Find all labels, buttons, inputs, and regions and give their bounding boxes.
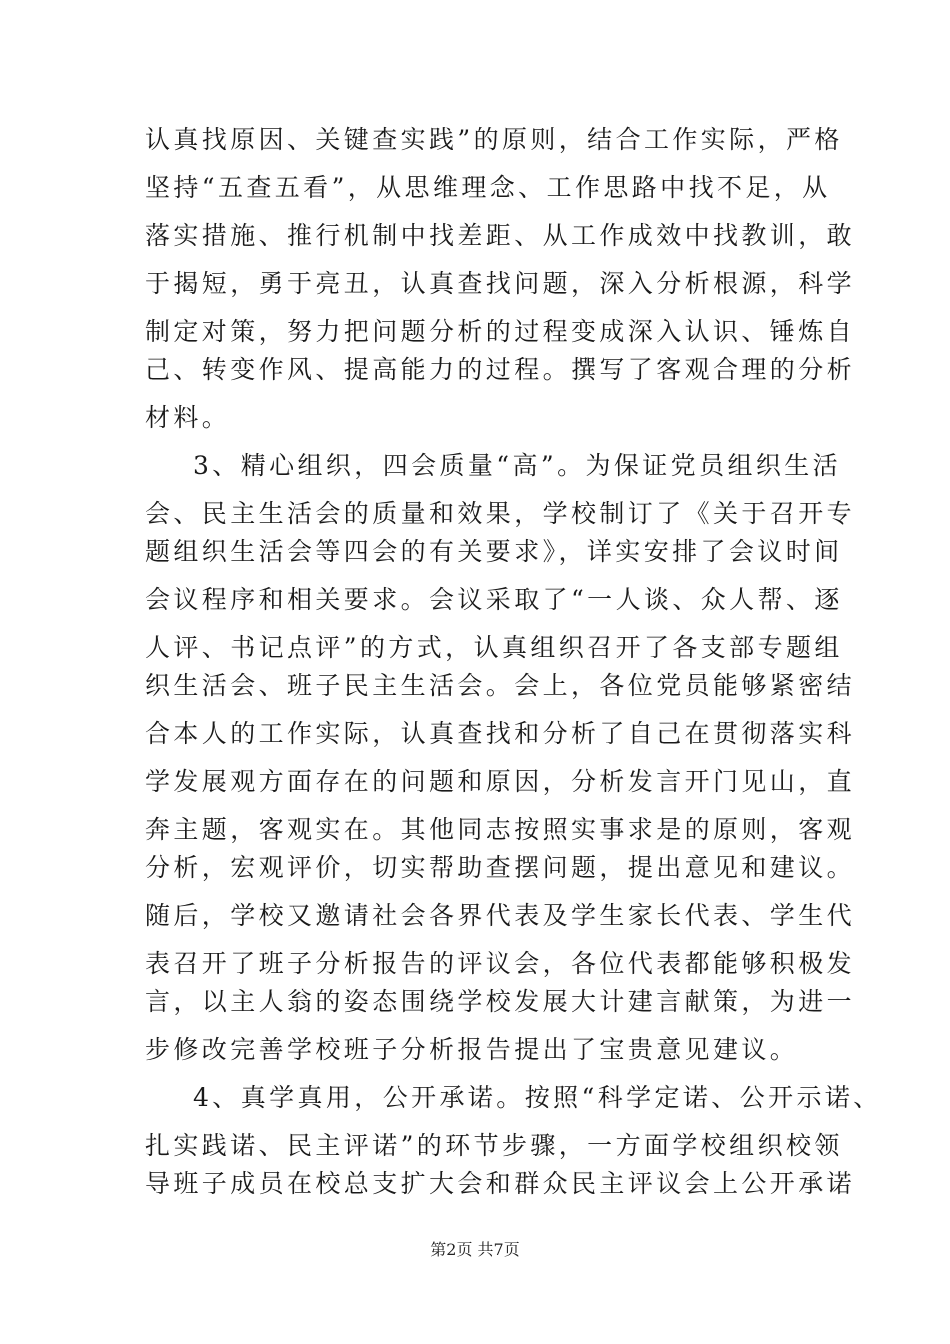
body-text-line: 材料。	[145, 403, 231, 432]
body-text-line: 表召开了班子分析报告的评议会，各位代表都能够积极发	[145, 949, 856, 978]
body-text-line: 扎实践诺、民主评诺”的环节步骤，一方面学校组织校领	[145, 1131, 843, 1160]
body-text-line: 认真找原因、关键查实践”的原则，结合工作实际，严格	[145, 125, 843, 154]
body-text-line: 会议程序和相关要求。会议采取了“一人谈、众人帮、逐	[145, 585, 843, 614]
body-text-line: 坚持“五查五看”，从思维理念、工作思路中找不足，从	[145, 173, 831, 202]
body-text-line: 人评、书记点评”的方式，认真组织召开了各支部专题组	[145, 633, 843, 662]
body-text-line: 织生活会、班子民主生活会。会上，各位党员能够紧密结	[145, 671, 856, 700]
body-text-line: 随后，学校又邀请社会各界代表及学生家长代表、学生代	[145, 901, 856, 930]
body-text-line: 言，以主人翁的姿态围绕学校发展大计建言献策，为进一	[145, 987, 856, 1016]
body-text-line: 会、民主生活会的质量和效果，学校制订了《关于召开专	[145, 499, 856, 528]
body-text-line: 制定对策，努力把问题分析的过程变成深入认识、锤炼自	[145, 317, 856, 346]
body-text-line: 学发展观方面存在的问题和原因，分析发言开门见山，直	[145, 767, 856, 796]
body-text-line: 落实措施、推行机制中找差距、从工作成效中找教训，敢	[145, 221, 856, 250]
paragraph-heading-3: 3、精心组织，四会质量“高”。为保证党员组织生活	[193, 451, 842, 480]
body-text-line: 奔主题，客观实在。其他同志按照实事求是的原则，客观	[145, 815, 856, 844]
body-text-line: 导班子成员在校总支扩大会和群众民主评议会上公开承诺	[145, 1169, 856, 1198]
body-text-line: 合本人的工作实际，认真查找和分析了自己在贯彻落实科	[145, 719, 856, 748]
body-text-line: 分析，宏观评价，切实帮助查摆问题，提出意见和建议。	[145, 853, 856, 882]
body-text-line: 步修改完善学校班子分析报告提出了宝贵意见建议。	[145, 1035, 799, 1064]
body-text-line: 于揭短，勇于亮丑，认真查找问题，深入分析根源，科学	[145, 269, 856, 298]
paragraph-heading-4: 4、真学真用，公开承诺。按照“科学定诺、公开示诺、	[193, 1083, 882, 1112]
page-footer: 第2页 共7页	[430, 1240, 520, 1259]
body-text-line: 己、转变作风、提高能力的过程。撰写了客观合理的分析	[145, 355, 856, 384]
body-text-line: 题组织生活会等四会的有关要求》，详实安排了会议时间	[145, 537, 843, 566]
